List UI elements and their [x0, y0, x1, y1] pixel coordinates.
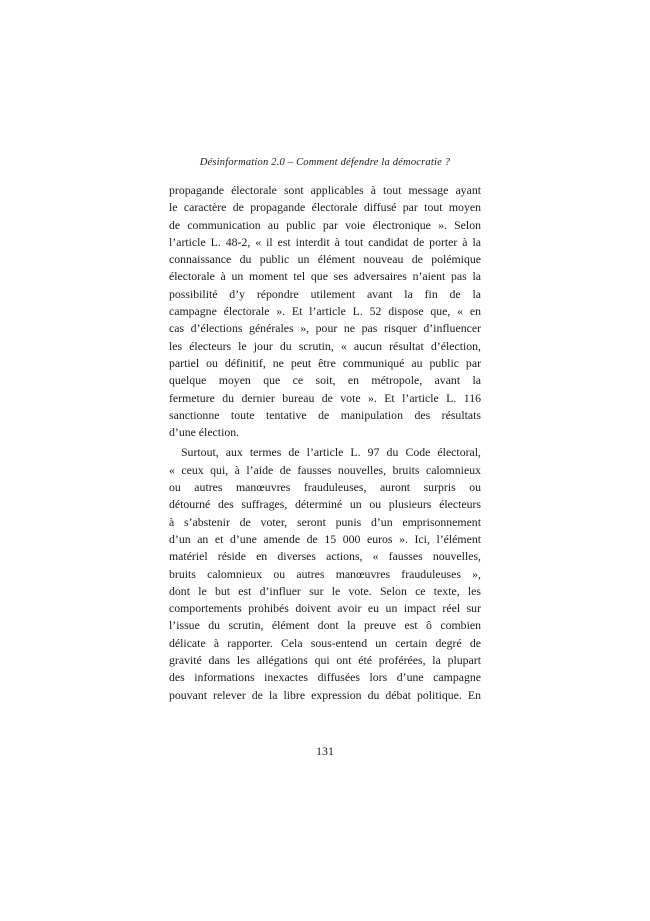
text-line: cas d’élections générales », pour ne pas risquer d’influencer: [169, 321, 481, 336]
text-line: dont le but est d’influer sur le vote. Selon ce texte, les: [169, 583, 481, 598]
text-line: fermeture du dernier bureau de vote ». Et l’article L. 116: [169, 390, 481, 405]
text-line: quelque moyen que ce soit, en métropole, avant la: [169, 373, 481, 388]
text-line: à s’abstenir de voter, seront punis d’un emprisonnement: [169, 514, 481, 529]
text-line: campagne électorale ». Et l’article L. 52 dispose que, « en: [169, 304, 481, 319]
text-line: de communication au public par voie électronique ». Selon: [169, 217, 481, 232]
text-line: l’article L. 48-2, « il est interdit à tout candidat de porter à la: [169, 234, 481, 249]
text-line: possibilité d’y répondre utilement avant la fin de la: [169, 286, 481, 301]
text-line: d’une élection.: [169, 425, 240, 440]
text-line: ou autres manœuvres frauduleuses, auront surpris ou: [169, 480, 481, 495]
paragraph-1: [169, 182, 481, 441]
text-line: le caractère de propagande électorale diffusé par tout moyen: [169, 200, 481, 215]
running-header: Désinformation 2.0 – Comment défendre la démocratie ?: [199, 157, 451, 168]
page-number: 131: [316, 744, 334, 758]
text-line: les électeurs le jour du scrutin, « aucun résultat d’élection,: [169, 338, 481, 353]
text-line: partiel ou définitif, ne peut être communiqué au public par: [169, 355, 481, 370]
text-line: l’issue du scrutin, élément dont la preuve est ô combien: [169, 618, 481, 633]
text-line: bruits calomnieux ou autres manœuvres frauduleuses »,: [169, 566, 481, 581]
text-line: pouvant relever de la libre expression du débat politique. En: [169, 687, 481, 702]
text-line: comportements prohibés doivent avoir eu un impact réel sur: [169, 601, 481, 616]
text-line: matériel réside en diverses actions, « fausses nouvelles,: [169, 549, 481, 564]
text-line: « ceux qui, à l’aide de fausses nouvelles, bruits calomnieux: [169, 462, 481, 477]
text-line: propagande électorale sont applicables à tout message ayant: [169, 183, 481, 197]
text-line: des informations inexactes diffusées lors d’une campagne: [169, 670, 481, 685]
text-line: gravité dans les allégations qui ont été proférées, la plupart: [169, 653, 481, 668]
text-line: connaissance du public un élément nouveau de polémique: [169, 252, 481, 267]
text-line: d’un an et d’une amende de 15 000 euros ». Ici, l’élément: [169, 531, 481, 546]
text-line: sanctionne toute tentative de manipulation des résultats: [169, 407, 481, 422]
text-line: délicate à rapporter. Cela sous-entend un certain degré de: [169, 635, 481, 650]
text-line: détourné des suffrages, déterminé un ou plusieurs électeurs: [169, 497, 481, 512]
paragraph-2: [169, 444, 481, 703]
text-line: Surtout, aux termes de l’article L. 97 du Code électoral,: [181, 445, 481, 460]
text-line: électorale à un moment tel que ses adversaires n’aient pas la: [169, 269, 481, 284]
body-text: [169, 182, 481, 704]
